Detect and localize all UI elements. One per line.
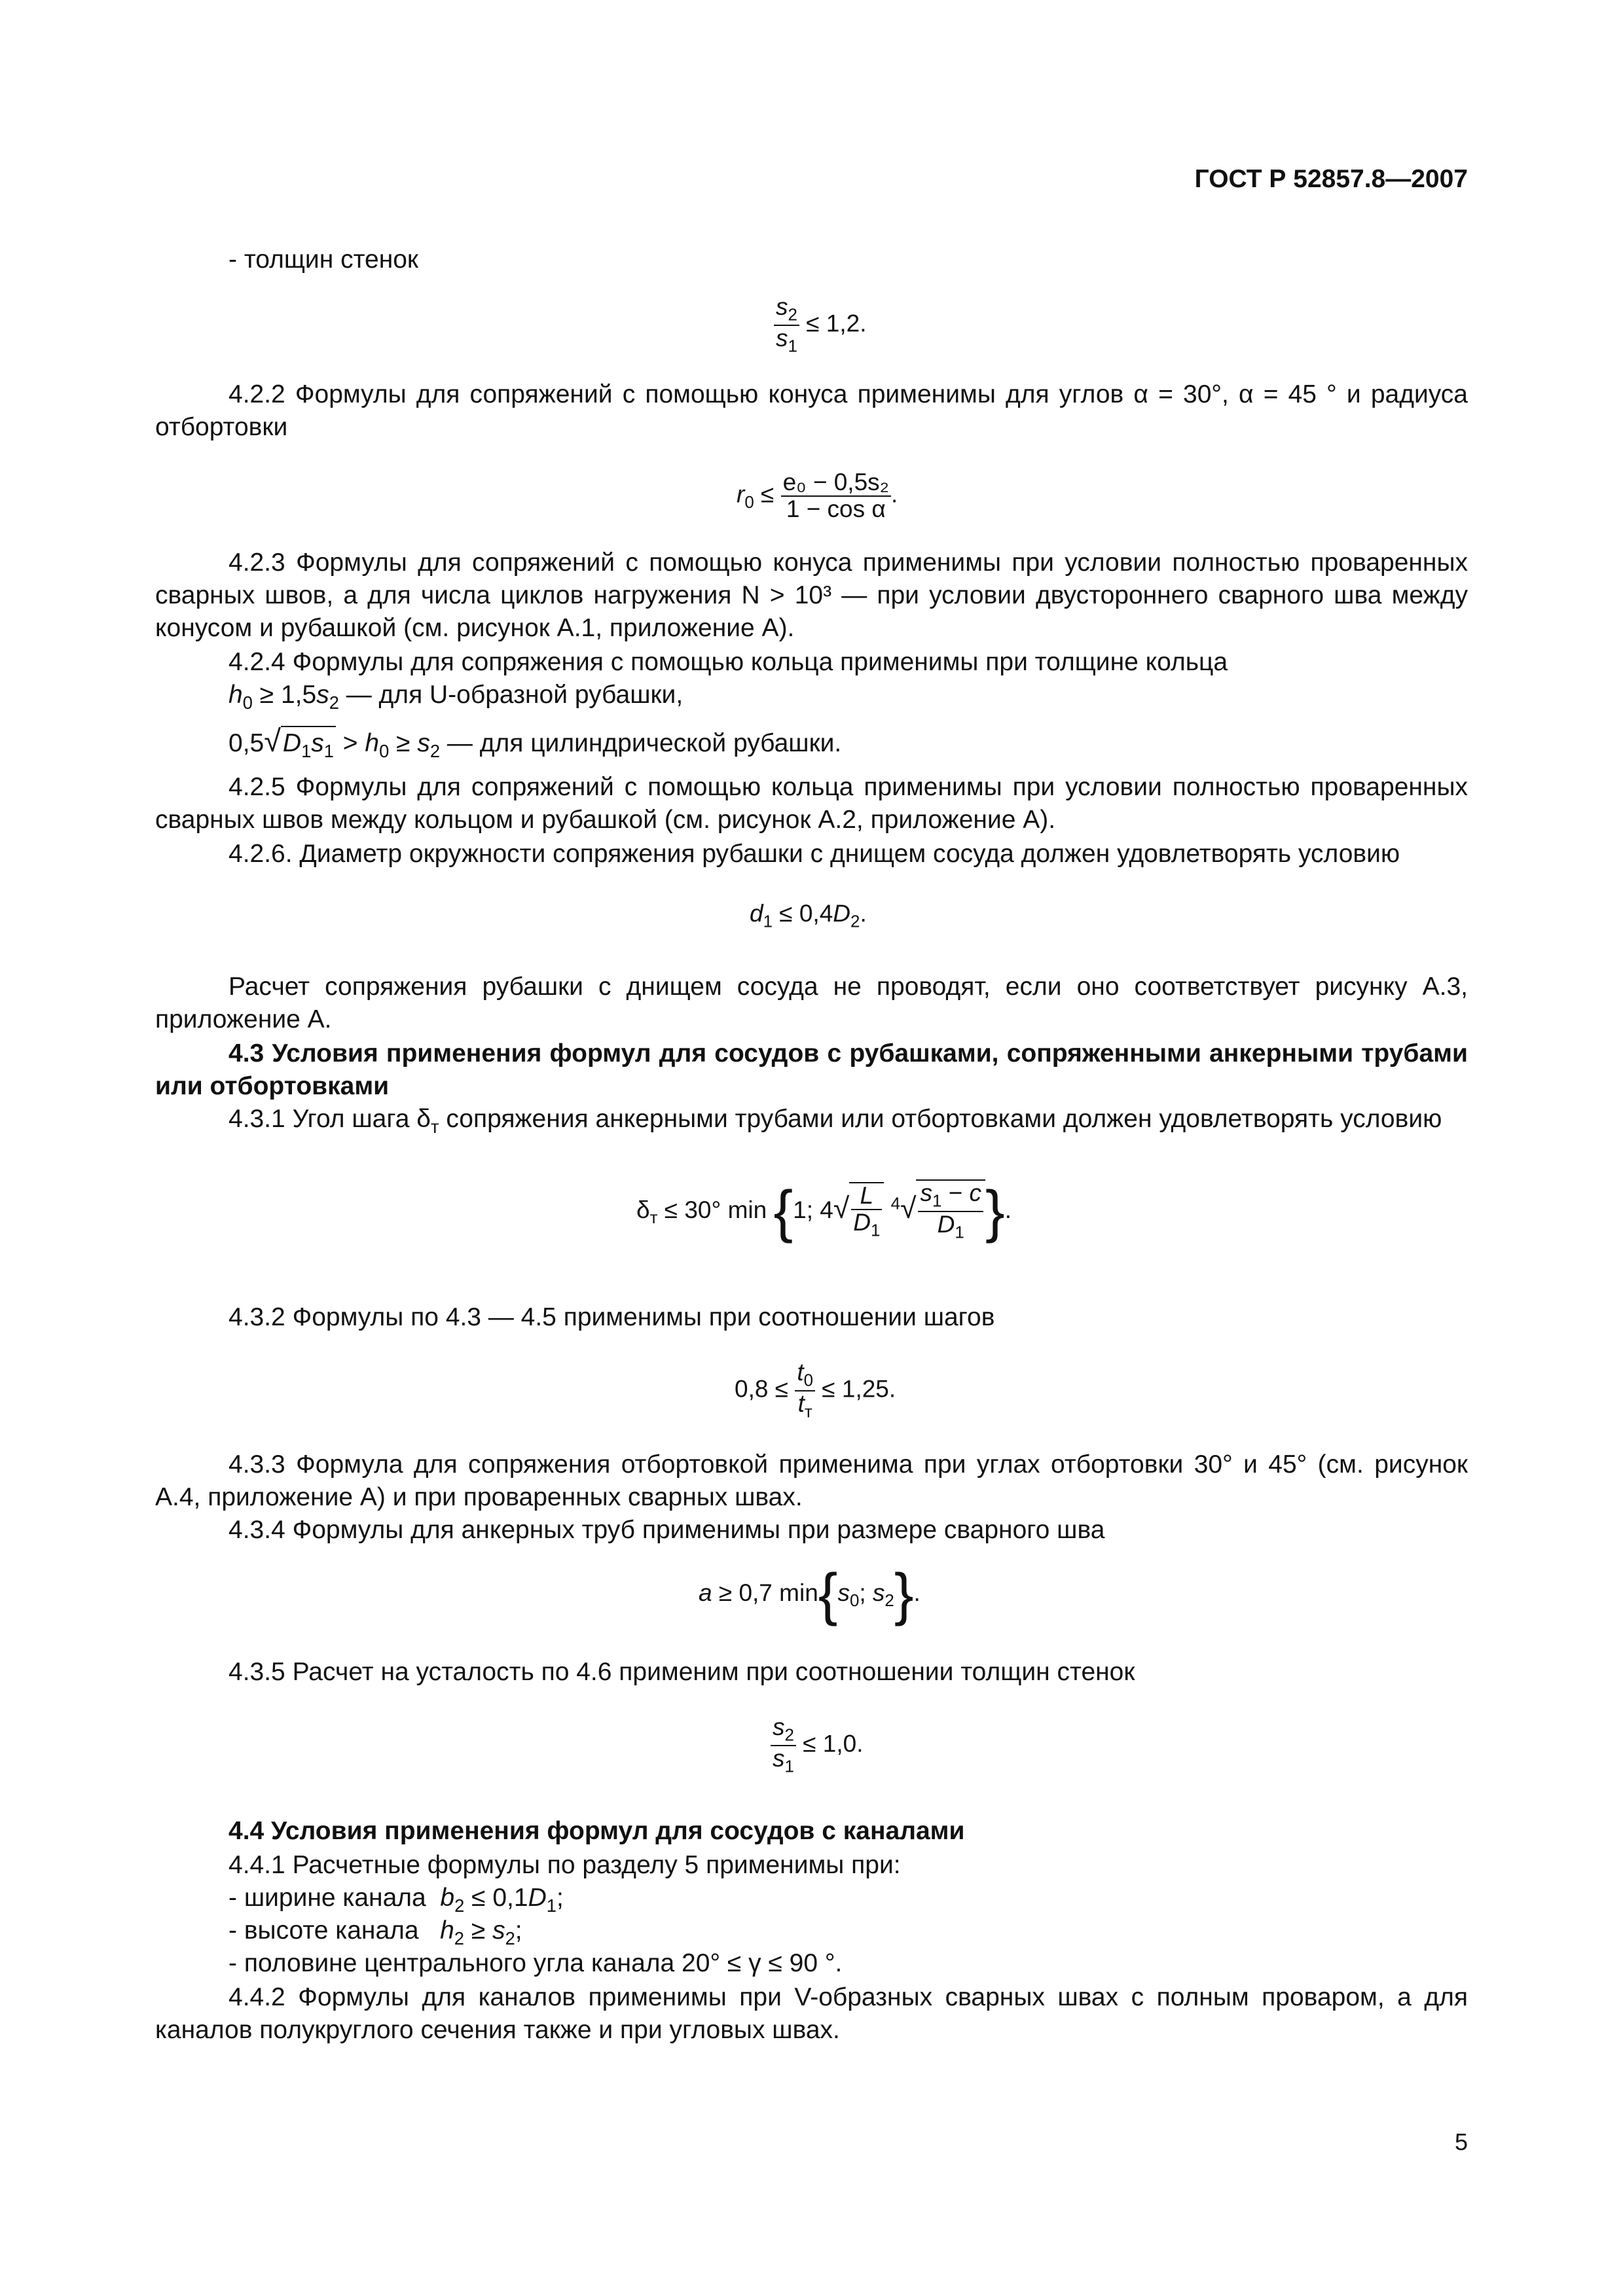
page-number: 5 — [1454, 2128, 1468, 2155]
paragraph-4-2-2: 4.2.2 Формулы для сопряжений с помощью конуса применимы для углов α = 30°, α = 45 ° и радиуса отбортовки — [155, 380, 1468, 441]
paragraph-4-4-2: 4.4.2 Формулы для каналов применимы при V-образных сварных швах с полным проваром, а для каналов полукруглого сечения также и при угловых швах. — [155, 1983, 1468, 2044]
paragraph-calculation: Расчет сопряжения рубашки с днищем сосуда не проводят, если оно соответствует рисунку А.3, приложение А. — [155, 973, 1468, 1033]
standard-designation: ГОСТ Р 52857.8—2007 — [1194, 165, 1468, 193]
paragraph-4-2-5: 4.2.5 Формулы для сопряжений с помощью кольца применимы при условии полностью проваренных сварных швов между кольцом и рубашкой (см. рисунок А.2, приложение А). — [155, 773, 1468, 834]
ring-condition-u: $h_0 \ge 1,5s_2$ — для U-образной рубашки, — [228, 681, 684, 713]
paragraph-4-4-1: 4.4.1 Расчетные формулы по разделу 5 применимы при: — [228, 1851, 901, 1879]
paragraph-wall-thickness: - толщин стенок — [228, 245, 418, 274]
paragraph-4-2-4: 4.2.4 Формулы для сопряжения с помощью кольца применимы при толщине кольца — [228, 648, 1228, 676]
formula-weld-size: a ≥ 0,7 $\min\{s_0$; $s_2$}. — [699, 1562, 921, 1626]
paragraph-4-3-4: 4.3.4 Формулы для анкерных труб применимы при размере сварного шва — [228, 1516, 1105, 1544]
ring-condition-cylindrical: $0,5√D_1s_1 > h_0 \ge s_2$ — для цилиндрической рубашки. — [228, 725, 1468, 768]
heading-4-3: 4.3 Условия применения формул для сосудов с рубашками, сопряженными анкерными трубами или отбортовками — [155, 1039, 1468, 1100]
list-item-channel-width: - ширине канала $b_2 \le 0,1D_1$; — [228, 1884, 564, 1916]
paragraph-4-2-3: 4.2.3 Формулы для сопряжений с помощью конуса применимы при условии полностью проваренных сварных швов, а для числа циклов нагружения N > 10³ — при условии двустороннего сварного шва между конусом и рубашкой (см. рисунок А.1, приложение А). — [155, 548, 1468, 642]
formula-diameter: $d_1 \le 0,4D_2$. — [750, 900, 867, 931]
paragraph-4-3-5: 4.3.5 Расчет на усталость по 4.6 применим при соотношении толщин стенок — [228, 1658, 1135, 1686]
list-item-channel-angle: - половине центрального угла канала 20° ≤ γ ≤ 90 °. — [228, 1949, 843, 1977]
paragraph-4-2-6: 4.2.6. Диаметр окружности сопряжения рубашки с днищем сосуда должен удовлетворять условию — [228, 840, 1400, 868]
formula-pitch-angle: $\delta_т \le 30^\circ$ min {1; 4√ $\frac{L}{D_1}$ $^4$√ $\frac{s_1 - c}{D_1}$ }. — [636, 1179, 1012, 1244]
formula-flange-radius: $r_0$ ≤ $\frac{\text{e₀ − 0,5s₂}}{\text{1 − cos α}}$ . — [737, 469, 898, 522]
formula-pitch-ratio: 0,8 ≤ $\frac{t_0}{t_т}$ ≤ 1,25. — [735, 1359, 896, 1421]
formula-wall-ratio: $\frac{s_2}{s_1}$ ≤ 1,2. — [774, 295, 867, 355]
heading-4-4: 4.4 Условия применения формул для сосудов с каналами — [228, 1817, 965, 1845]
paragraph-4-3-1: 4.3.1 Угол шага $\delta_т$ сопряжения анкерными трубами или отбортовками должен удовлетворять условию — [228, 1105, 1442, 1137]
list-item-channel-height: - высоте канала $h_2 \ge s_2$; — [228, 1916, 522, 1948]
paragraph-4-3-2: 4.3.2 Формулы по 4.3 — 4.5 применимы при соотношении шагов — [228, 1303, 995, 1331]
formula-fatigue-ratio: $\frac{s_2}{s_1}$ ≤ 1,0. — [771, 1715, 864, 1776]
paragraph-4-3-3: 4.3.3 Формула для сопряжения отбортовкой применима при углах отбортовки 30° и 45° (см. рисунок А.4, приложение А) и при проваренных сварных швах. — [155, 1450, 1468, 1511]
